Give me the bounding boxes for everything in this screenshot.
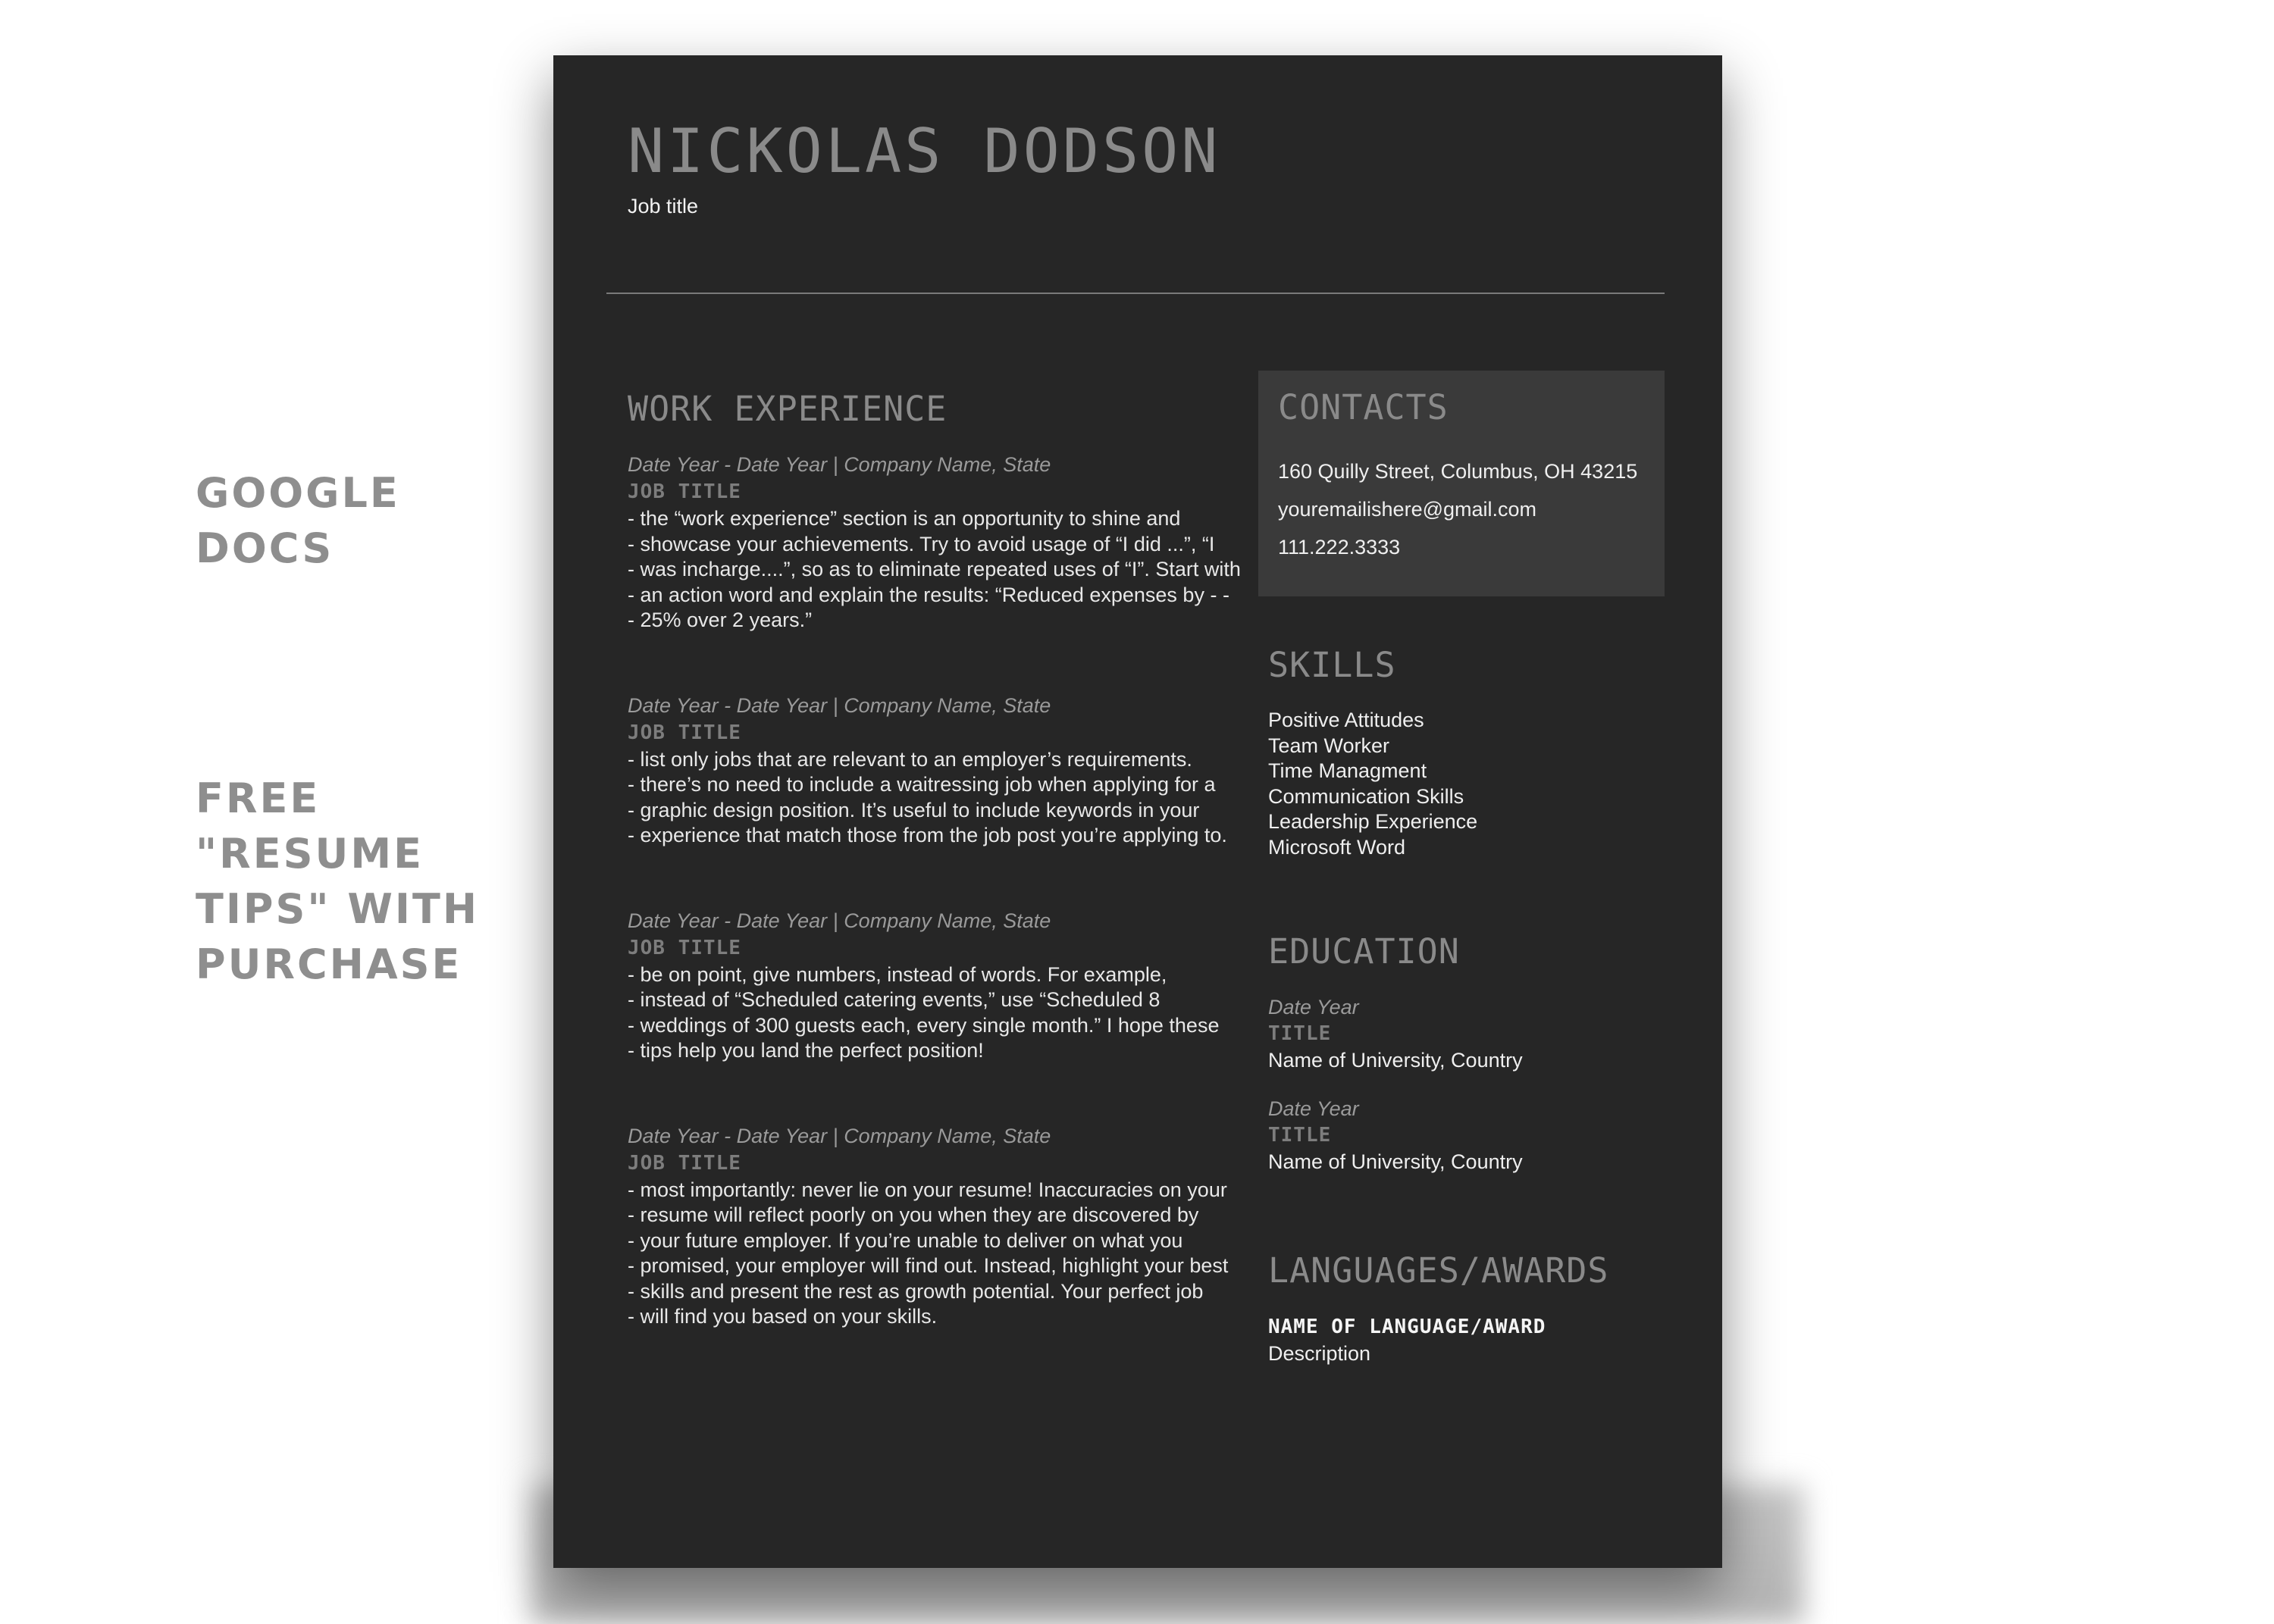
award-description: Description	[1268, 1342, 1371, 1365]
skills-section	[1268, 645, 1662, 860]
job-entry	[628, 908, 1220, 1064]
job-description	[628, 1178, 1229, 1330]
education-heading: EDUCATION	[1268, 931, 1460, 972]
education-date: Date Year	[1268, 1097, 1359, 1120]
job-description-line: - most importantly: never lie on your resume! Inaccuracies on your	[628, 1178, 1227, 1201]
job-title: JOB TITLE	[628, 721, 741, 744]
education-date: Date Year	[1268, 996, 1359, 1019]
skills-list	[1268, 708, 1662, 860]
promo-line: DOCS	[196, 524, 334, 572]
job-entry	[628, 693, 1227, 849]
job-meta: Date Year - Date Year | Company Name, State	[628, 909, 1051, 932]
job-description-line: - weddings of 300 guests each, every single month.” I hope these	[628, 1013, 1220, 1037]
resume-page	[553, 55, 1722, 1568]
award-name: NAME OF LANGUAGE/AWARD	[1268, 1316, 1546, 1338]
resume-job-title: Job title	[628, 195, 699, 217]
job-description-line: - experience that match those from the job post you’re applying to.	[628, 824, 1227, 846]
job-title: JOB TITLE	[628, 936, 741, 959]
resume-name: NICKOLAS DODSON	[628, 116, 1221, 186]
job-description	[628, 962, 1220, 1064]
contacts-heading: CONTACTS	[1278, 387, 1449, 427]
contact-list	[1278, 452, 1637, 566]
education-entry	[1268, 1096, 1662, 1175]
education-entry	[1268, 994, 1662, 1073]
job-entry	[628, 1123, 1229, 1330]
skills-heading: SKILLS	[1268, 645, 1396, 685]
job-title: JOB TITLE	[628, 1151, 741, 1175]
job-description-line: - graphic design position. It’s useful to include keywords in your	[628, 798, 1200, 821]
job-description-line: - the “work experience” section is an opportunity to shine and	[628, 507, 1181, 530]
promo-line: FREE	[196, 774, 321, 822]
job-description-line: - resume will reflect poorly on you when they are discovered by	[628, 1203, 1199, 1226]
languages-awards-heading: LANGUAGES/AWARDS	[1268, 1250, 1609, 1291]
job-description	[628, 747, 1227, 849]
header-divider	[606, 293, 1665, 294]
promo-free-tips	[196, 771, 479, 992]
job-description-line: - there’s no need to include a waitressing job when applying for a	[628, 773, 1216, 796]
skill-item: Leadership Experience	[1268, 810, 1478, 833]
job-description-line: - will find you based on your skills.	[628, 1305, 938, 1328]
job-meta: Date Year - Date Year | Company Name, State	[628, 453, 1051, 476]
education-section	[1268, 931, 1662, 1197]
job-description-line: - instead of “Scheduled catering events,” use “Scheduled 8	[628, 988, 1160, 1011]
skill-item: Team Worker	[1268, 734, 1390, 757]
job-description-line: - be on point, give numbers, instead of words. For example,	[628, 962, 1167, 986]
job-entry	[628, 452, 1241, 634]
education-title: TITLE	[1268, 1022, 1332, 1045]
education-title: TITLE	[1268, 1124, 1332, 1147]
job-description-line: - an action word and explain the results: “Reduced expenses by - -	[628, 583, 1229, 606]
skill-item: Communication Skills	[1268, 784, 1464, 808]
contact-phone: 111.222.3333	[1278, 536, 1401, 559]
job-description-line: - was incharge....”, so as to eliminate repeated uses of “I”. Start with	[628, 558, 1241, 580]
promo-line: TIPS" WITH	[196, 885, 480, 933]
promo-line: "RESUME	[196, 830, 424, 878]
contact-email: youremailishere@gmail.com	[1278, 498, 1537, 521]
job-meta: Date Year - Date Year | Company Name, State	[628, 693, 1051, 717]
job-description-line: - skills and present the rest as growth potential. Your perfect job	[628, 1279, 1204, 1303]
skill-item: Microsoft Word	[1268, 835, 1406, 859]
promo-line: GOOGLE	[196, 469, 400, 517]
job-description-line: - promised, your employer will find out. Instead, highlight your best	[628, 1254, 1229, 1277]
job-description-line: - tips help you land the perfect position!	[628, 1039, 984, 1062]
education-school: Name of University, Country	[1268, 1049, 1523, 1072]
job-description-line: - 25% over 2 years.”	[628, 609, 813, 631]
job-title: JOB TITLE	[628, 480, 741, 503]
work-experience-section	[628, 389, 1241, 1389]
promo-google-docs	[196, 465, 400, 576]
job-description-line: - your future employer. If you’re unable to deliver on what you	[628, 1228, 1183, 1252]
contact-address: 160 Quilly Street, Columbus, OH 43215	[1278, 460, 1638, 483]
skill-item: Positive Attitudes	[1268, 709, 1424, 731]
job-description	[628, 506, 1241, 634]
work-experience-heading: WORK EXPERIENCE	[628, 389, 948, 429]
job-description-line: - showcase your achievements. Try to avoid usage of “I did ...”, “I	[628, 532, 1215, 555]
job-description-line: - list only jobs that are relevant to an employer’s requirements.	[628, 747, 1192, 771]
languages-awards-section	[1268, 1250, 1662, 1366]
promo-line: PURCHASE	[196, 940, 462, 988]
education-school: Name of University, Country	[1268, 1150, 1523, 1173]
contacts-section	[1258, 371, 1665, 596]
job-meta: Date Year - Date Year | Company Name, State	[628, 1124, 1051, 1147]
skill-item: Time Managment	[1268, 759, 1427, 782]
